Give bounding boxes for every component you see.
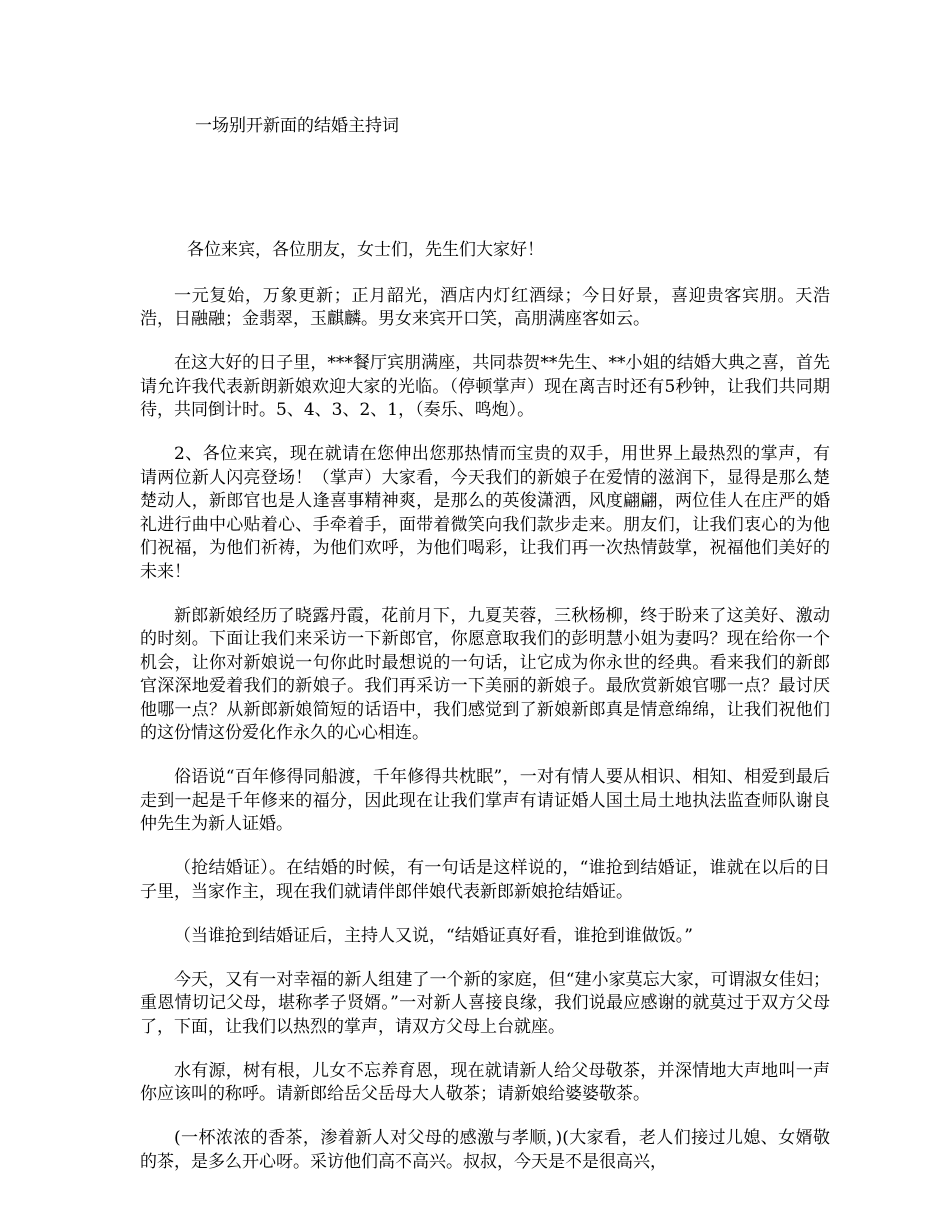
paragraph-interview: 新郎新娘经历了晓露丹霞，花前月下，九夏芙蓉，三秋杨柳，终于盼来了这美好、激动的时刻。下面让我们来采访一下新郎官，你愿意取我们的彭明慧小姐为妻吗？现在给你一个机会，让你对新娘说一句你此时最想说的一句话，让它成为你永世的经典。看来我们的新郎官深深地爱着我们的新娘子。我们再采访一下美丽的新娘子。最欣赏新娘官哪一点？最讨厌他哪一点？从新郎新娘简短的话语中，我们感觉到了新娘新郎真是情意绵绵，让我们祝他们的这份情这份爱化作永久的心心相连。 [140, 605, 830, 743]
paragraph-grab-certificate: （抢结婚证）。在结婚的时候，有一句话是这样说的，“谁抢到结婚证，谁就在以后的日子里，当家作主，现在我们就请伴郎伴娘代表新郎新娘抢结婚证。 [140, 858, 830, 902]
paragraph-couple-entrance: 2、各位来宾，现在就请在您伸出您那热情而宝贵的双手，用世界上最热烈的掌声，有请两位新人闪亮登场！（掌声）大家看，今天我们的新娘子在爱情的滋润下，显得是那么楚楚动人，新郎官也是人逢喜事精神爽，是那么的英俊潇洒，风度翩翩，两位佳人在庄严的婚礼进行曲中心贴着心、手牵着手，面带着微笑向我们款步走来。朋友们，让我们衷心的为他们祝福，为他们祈祷，为他们欢呼，为他们喝彩，让我们再一次热情鼓掌，祝福他们美好的未来！ [140, 444, 830, 582]
paragraph-serve-tea: 水有源，树有根，儿女不忘养育恩，现在就请新人给父母敬茶，并深情地大声地叫一声你应该叫的称呼。请新郎给岳父岳母大人敬茶；请新娘给婆婆敬茶。 [140, 1060, 830, 1104]
document-title: 一场别开新面的结婚主持词 [195, 116, 399, 136]
paragraph-host-remark: （当谁抢到结婚证后，主持人又说，“结婚证真好看，谁抢到谁做饭。” [174, 925, 693, 946]
paragraph-greeting: 各位来宾，各位朋友，女士们，先生们大家好！ [187, 240, 544, 260]
paragraph-witness: 俗语说“百年修得同船渡，千年修得共枕眠”，一对有情人要从相识、相知、相爱到最后走到一起是千年修来的福分，因此现在让我们掌声有请证婚人国土局土地执法监查师队谢良仲先生为新人证婚。 [140, 767, 830, 834]
paragraph-welcome-countdown: 在这大好的日子里，***餐厅宾朋满座，共同恭贺**先生、**小姐的结婚大典之喜，首先请允许我代表新朗新娘欢迎大家的光临。（停顿掌声）现在离吉时还有5秒钟，让我们共同期待，共同倒计时。5、4、3、2、1，（奏乐、鸣炮）。 [140, 353, 830, 420]
paragraph-thank-parents: 今天，又有一对幸福的新人组建了一个新的家庭，但“建小家莫忘大家，可谓淑女佳妇；重恩情切记父母，堪称孝子贤婿。”一对新人喜接良缘，我们说最应感谢的就莫过于双方父母了，下面，让我们以热烈的掌声，请双方父母上台就座。 [140, 969, 830, 1037]
document-body [140, 239, 830, 1174]
paragraph-parents-reaction: (一杯浓浓的香茶，渗着新人对父母的感激与孝顺，)(大家看，老人们接过儿媳、女婿敬的茶，是多么开心呀。采访他们高不高兴。叔叔，今天是不是很高兴， [140, 1128, 830, 1172]
paragraph-new-year-opening: 一元复始，万象更新；正月韶光，酒店内灯红酒绿；今日好景，喜迎贵客宾朋。天浩浩，日融融；金翡翠，玉麒麟。男女来宾开口笑，高朋满座客如云。 [140, 285, 830, 329]
